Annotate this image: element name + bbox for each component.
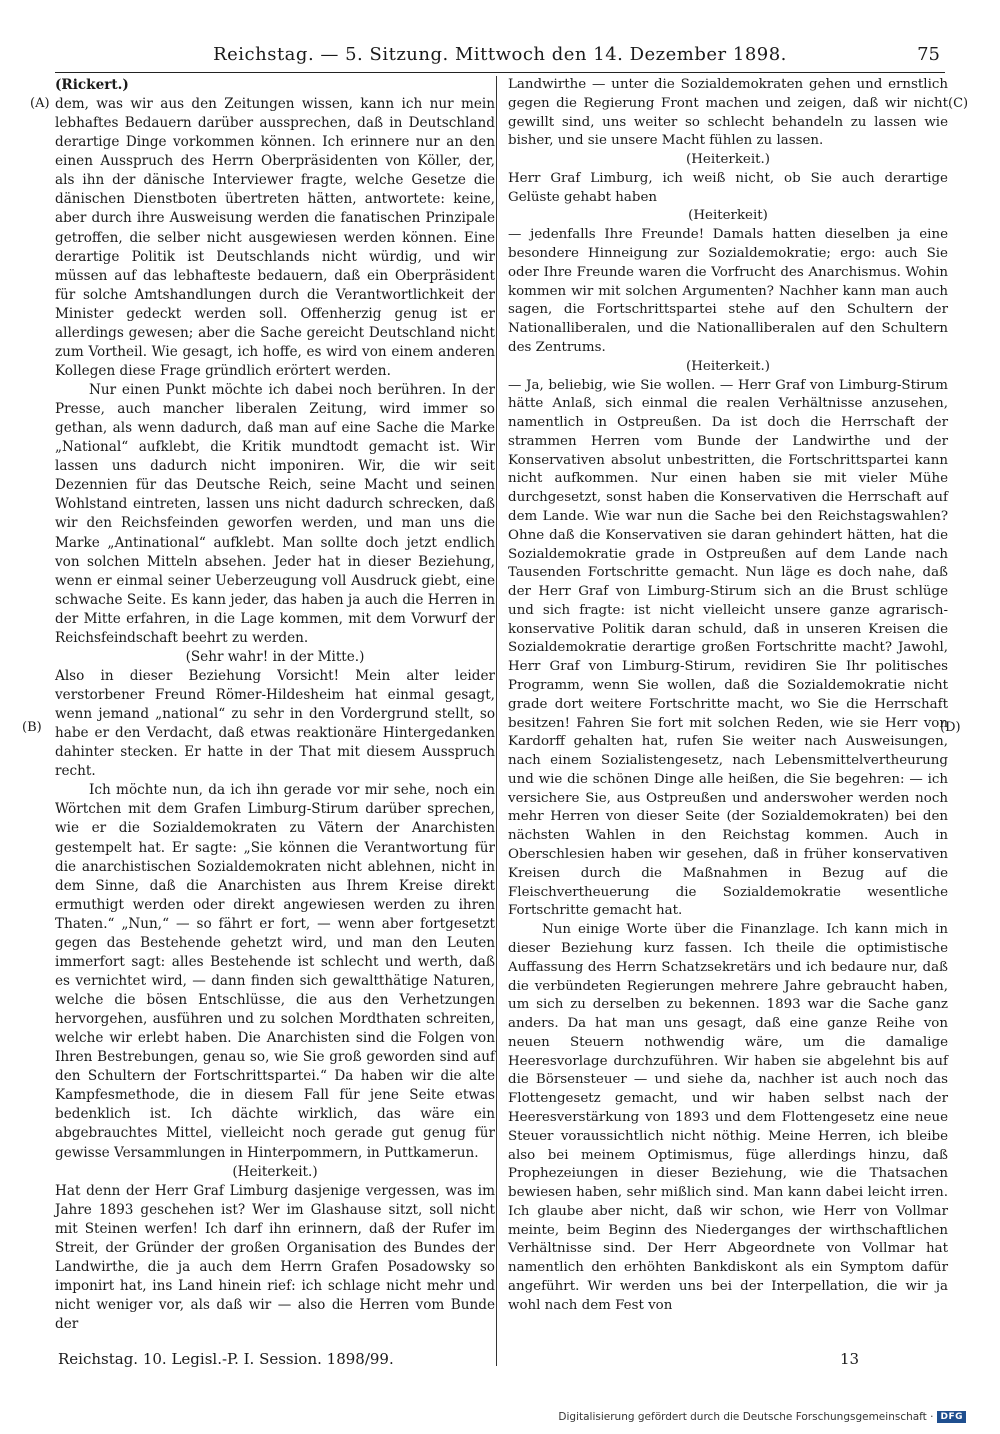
header-rule bbox=[55, 72, 945, 73]
page-header bbox=[60, 44, 940, 70]
interjection: (Heiterkeit.) bbox=[686, 152, 770, 168]
paragraph: Hat denn der Herr Graf Limburg dasjenige vergessen, was im Jahre 1893 geschehen ist? Wer im Glashause sitzt, soll nicht mit Steinen werfen! Ich darf ihn erinnern, daß der Rufer im Streit, der Gründer der großen Organisation des Bundes der Landwirthe, die ja auch dem Herrn Grafen Posadowsky so imponirt hat, ins Land hinein rief: ich schlage nicht mehr und nicht weniger vor, als daß wir — also die Herren vom Bunde der bbox=[55, 1182, 495, 1333]
paragraph: — Ja, beliebig, wie Sie wollen. — Herr Graf von Limburg-Stirum hätte Anlaß, sich einmal die realen Verhältnisse anzusehen, namentlich in Ostpreußen. Da ist doch die Herrschaft der strammen Herren vom Bunde der Landwirthe und der Konservativen absolut unbestritten, die Fortschrittspartei kann nicht aufkommen. Nur einen haben sie mit vieler Mühe durchgesetzt, sonst haben die Konservativen die Herrschaft auf dem Lande. Wie war nun die Sache bei den Reichstagswahlen? Ohne daß die Konservativen sie daran gehindert hätten, hat die Sozialdemokratie grade in Ostpreußen auf dem Lande nach Tausenden Fortschritte gemacht. Nun läge es doch nahe, daß der Herr Graf von Limburg-Stirum sich an die Brust schlüge und sich fragte: ist nicht vielleicht unsere ganze agrarisch-konservative Politik daran schuld, daß in unseren Kreisen die Sozialdemokratie derartige großen Fortschritte macht? Jawohl, Herr Graf von Limburg-Stirum, revidiren Sie Ihr politisches Programm, wenn Sie wollen, daß die Sozialdemokratie nicht grade dort weitere Fortschritte macht, wo Sie die Herrschaft besitzen! Fahren Sie fort mit solchen Reden, wie sie Herr von Kardorff gehalten hat, rufen Sie weiter nach Ausweisungen, nach einem Sozialistengesetz, nach Lebensmittelvertheurung und wie die schönen Dinge alle heißen, die Sie begehren: — ich versichere Sie, aus Ostpreußen und anderswoher werden noch mehr Herren von dieser Seite (der Sozialdemokraten) bei den nächsten Wahlen in den Reichstag kommen. Auch in Oberschlesien haben wir gesehen, daß in früher konservativen Kreisen durch die Maßnahmen in Bezug auf die Fleischvertheuerung die Sozialdemokratie wesentliche Fortschritte gemacht hat. bbox=[508, 377, 948, 919]
paragraph: Herr Graf Limburg, ich weiß nicht, ob Sie auch derartige Gelüste gehabt haben bbox=[508, 170, 948, 205]
credit-text: Digitalisierung gefördert durch die Deutsche Forschungsgemeinschaft · bbox=[558, 1411, 934, 1423]
paragraph: Landwirthe — unter die Sozialdemokraten gehen und ernstlich gegen die Regierung Front machen und zeigen, daß wir nicht gewillt sind, uns weiter so schlecht behandeln zu lassen wie bisher, und sie unsere Macht fühlen zu lassen. bbox=[508, 77, 948, 149]
page-number: 75 bbox=[917, 44, 940, 65]
digitization-credit bbox=[558, 1411, 966, 1423]
dfg-logo-icon: DFG bbox=[937, 1411, 966, 1423]
left-column bbox=[55, 76, 495, 1334]
paragraph: — jedenfalls Ihre Freunde! Damals hatten dieselben ja eine besondere Hinneigung zur Sozialdemokratie; ergo: auch Sie oder Ihre Freunde waren die Vorfrucht des Anarchismus. Wohin kommen wir mit solchen Argumenten? Nachher kann man auch sagen, die Fortschrittspartei stehe auf den Schultern der Nationalliberalen, und die Nationalliberalen auf den Schultern des Zentrums. bbox=[508, 227, 948, 355]
paragraph: Ich möchte nun, da ich ihn gerade vor mir sehe, noch ein Wörtchen mit dem Grafen Limburg-Stirum darüber sprechen, wie er die Sozialdemokraten zu Vätern der Anarchisten gestempelt hat. Er sagte: „Sie können die Verantwortung für die anarchistischen Sozialdemokraten nicht ablehnen, nicht in dem Sinne, daß die Anarchisten aus Ihrem Kreise direkt ermuthigt werden oder direkt angewiesen werden zu ihren Thaten.“ „Nun,“ — so fährt er fort, — wenn aber fortgesetzt gegen das Bestehende gehetzt wird, und man den Leuten immerfort sagt: alles Bestehende ist schlecht und werth, daß es vernichtet wird, — dann finden sich gewaltthätige Naturen, welche die bösen Entschlüsse, die aus den Verhetzungen hervorgehen, ausführen und zu solchen Mordthaten schreiten, welche wir erlebt haben. Die Anarchisten sind die Folgen von Ihren Bestrebungen, genau so, wie Sie groß geworden sind auf den Schultern der Fortschrittspartei.“ Da haben wir die alte Kampfesmethode, die in diesem Fall für jene Seite etwas bedenklich ist. Ich dächte wirklich, das wäre ein abgebrauchtes Mittel, vielleicht noch gerade gut genug für gewisse Versammlungen in Hinterpommern, in Puttkamerun. bbox=[55, 782, 495, 1161]
interjection: (Heiterkeit.) bbox=[686, 358, 770, 374]
margin-marker-a: (A) bbox=[30, 96, 50, 111]
paragraph: dem, was wir aus den Zeitungen wissen, kann ich nur mein lebhaftes Bedauern darüber aussprechen, daß in Deutschland derartige Dinge vorkommen können. Ich erinnere nur an den einen Ausspruch des Herrn Oberpräsidenten von Köller, der, als ihn der dänische Interviewer fragte, welche Gesetze die dänischen Dienstboten übertreten hätten, antwortete: keine, aber durch ihre Ausweisung werden die fanatischen Prinzipale getroffen, die selber nicht ausgewiesen werden können. Eine derartige Politik ist Deutschlands nicht würdig, und wir müssen auf das lebhafteste bedauern, daß ein Oberpräsident für solche Amtshandlungen durch die Verantwortlichkeit der Minister gedeckt werden soll. Offenherzig genug ist er allerdings gewesen; aber die Sache gereicht Deutschland nicht zum Vortheil. Wie gesagt, ich hoffe, es wird von einem anderen Kollegen diese Frage gründlich erörtert werden. bbox=[55, 96, 495, 379]
column-divider bbox=[496, 76, 497, 1366]
paragraph: Nur einen Punkt möchte ich dabei noch berühren. In der Presse, auch mancher liberalen Zeitung, wird immer so gethan, als wenn dadurch, daß man auf eine Sache die Marke „National“ aufklebt, die Kritik mundtodt gemacht ist. Wir lassen uns dadurch nicht imponiren. Wir, die wir seit Dezennien für das Deutsche Reich, seine Macht und seinen Wohlstand eintreten, lassen uns nicht dadurch schrecken, daß wir den Reichsfeinden geworfen werden, und man uns die Marke „Antinational“ aufklebt. Man sollte doch jetzt endlich von solchen Mitteln absehen. Jeder hat in dieser Beziehung, wenn er einmal seiner Ueberzeugung voll Ausdruck giebt, eine schwache Seite. Es kann jeder, das haben ja auch die Herren in der Mitte erfahren, in die Lage kommen, mit dem Vorwurf der Reichsfeindschaft beehrt zu werden. bbox=[55, 382, 495, 646]
paragraph: Also in dieser Beziehung Vorsicht! Mein alter leider verstorbener Freund Römer-Hildesheim hat einmal gesagt, wenn jemand „national“ zu sehr in den Vordergrund stellt, so habe er den Verdacht, daß etwas reaktionäre Hintergedanken dahinter stecken. Er hatte in der That mit diesem Ausspruch recht. bbox=[55, 667, 495, 780]
margin-marker-b: (B) bbox=[22, 720, 42, 735]
interjection: (Heiterkeit.) bbox=[232, 1163, 318, 1180]
speaker-label: (Rickert.) bbox=[55, 77, 129, 93]
interjection: (Sehr wahr! in der Mitte.) bbox=[185, 648, 365, 665]
paragraph: Nun einige Worte über die Finanzlage. Ich kann mich in dieser Beziehung kurz fassen. Ich theile die optimistische Auffassung des Herrn Schatzsekretärs und ich bedaure nur, daß die verbündeten Regierungen mehrere Jahre gebraucht haben, um sich zu derselben zu bekennen. 1893 war die Sache ganz anders. Da hat man uns gesagt, daß eine ganze Reihe von neuen Steuern nothwendig wäre, um die damalige Heeresvorlage durchzuführen. Wir haben sie abgelehnt bis auf die Börsensteuer — und siehe da, nachher ist auch noch das Flottengesetz gemacht, und wir haben selbst nach der Heeresverstärkung von 1893 und dem Flottengesetz eine neue Steuer voraussichtlich nicht nöthig. Meine Herren, ich bleibe also bei meinem Optimismus, füge allerdings hinzu, daß Prophezeiungen in dieser Beziehung, wie die Thatsachen bewiesen haben, sehr mißlich sind. Man kann dabei leicht irren. Ich glaube aber nicht, daß wir schon, wie Herr von Vollmar meinte, beim Beginn des Niederganges der wirthschaftlichen Verhältnisse sind. Der Herr Abgeordnete von Vollmar hat namentlich den erhöhten Bankdiskont als ein Symptom dafür angeführt. Wir werden uns bei der Interpellation, die wir ja wohl nach dem Fest von bbox=[508, 922, 948, 1313]
right-column bbox=[508, 76, 948, 1316]
footer-sheet-number: 13 bbox=[840, 1350, 860, 1368]
footer-session-info: Reichstag. 10. Legisl.-P. I. Session. 1898/99. bbox=[58, 1350, 394, 1368]
margin-marker-c: (C) bbox=[948, 96, 969, 111]
running-title: Reichstag. — 5. Sitzung. Mittwoch den 14. Dezember 1898. bbox=[213, 44, 787, 65]
interjection: (Heiterkeit) bbox=[688, 208, 768, 224]
margin-marker-d: (D) bbox=[940, 720, 961, 735]
